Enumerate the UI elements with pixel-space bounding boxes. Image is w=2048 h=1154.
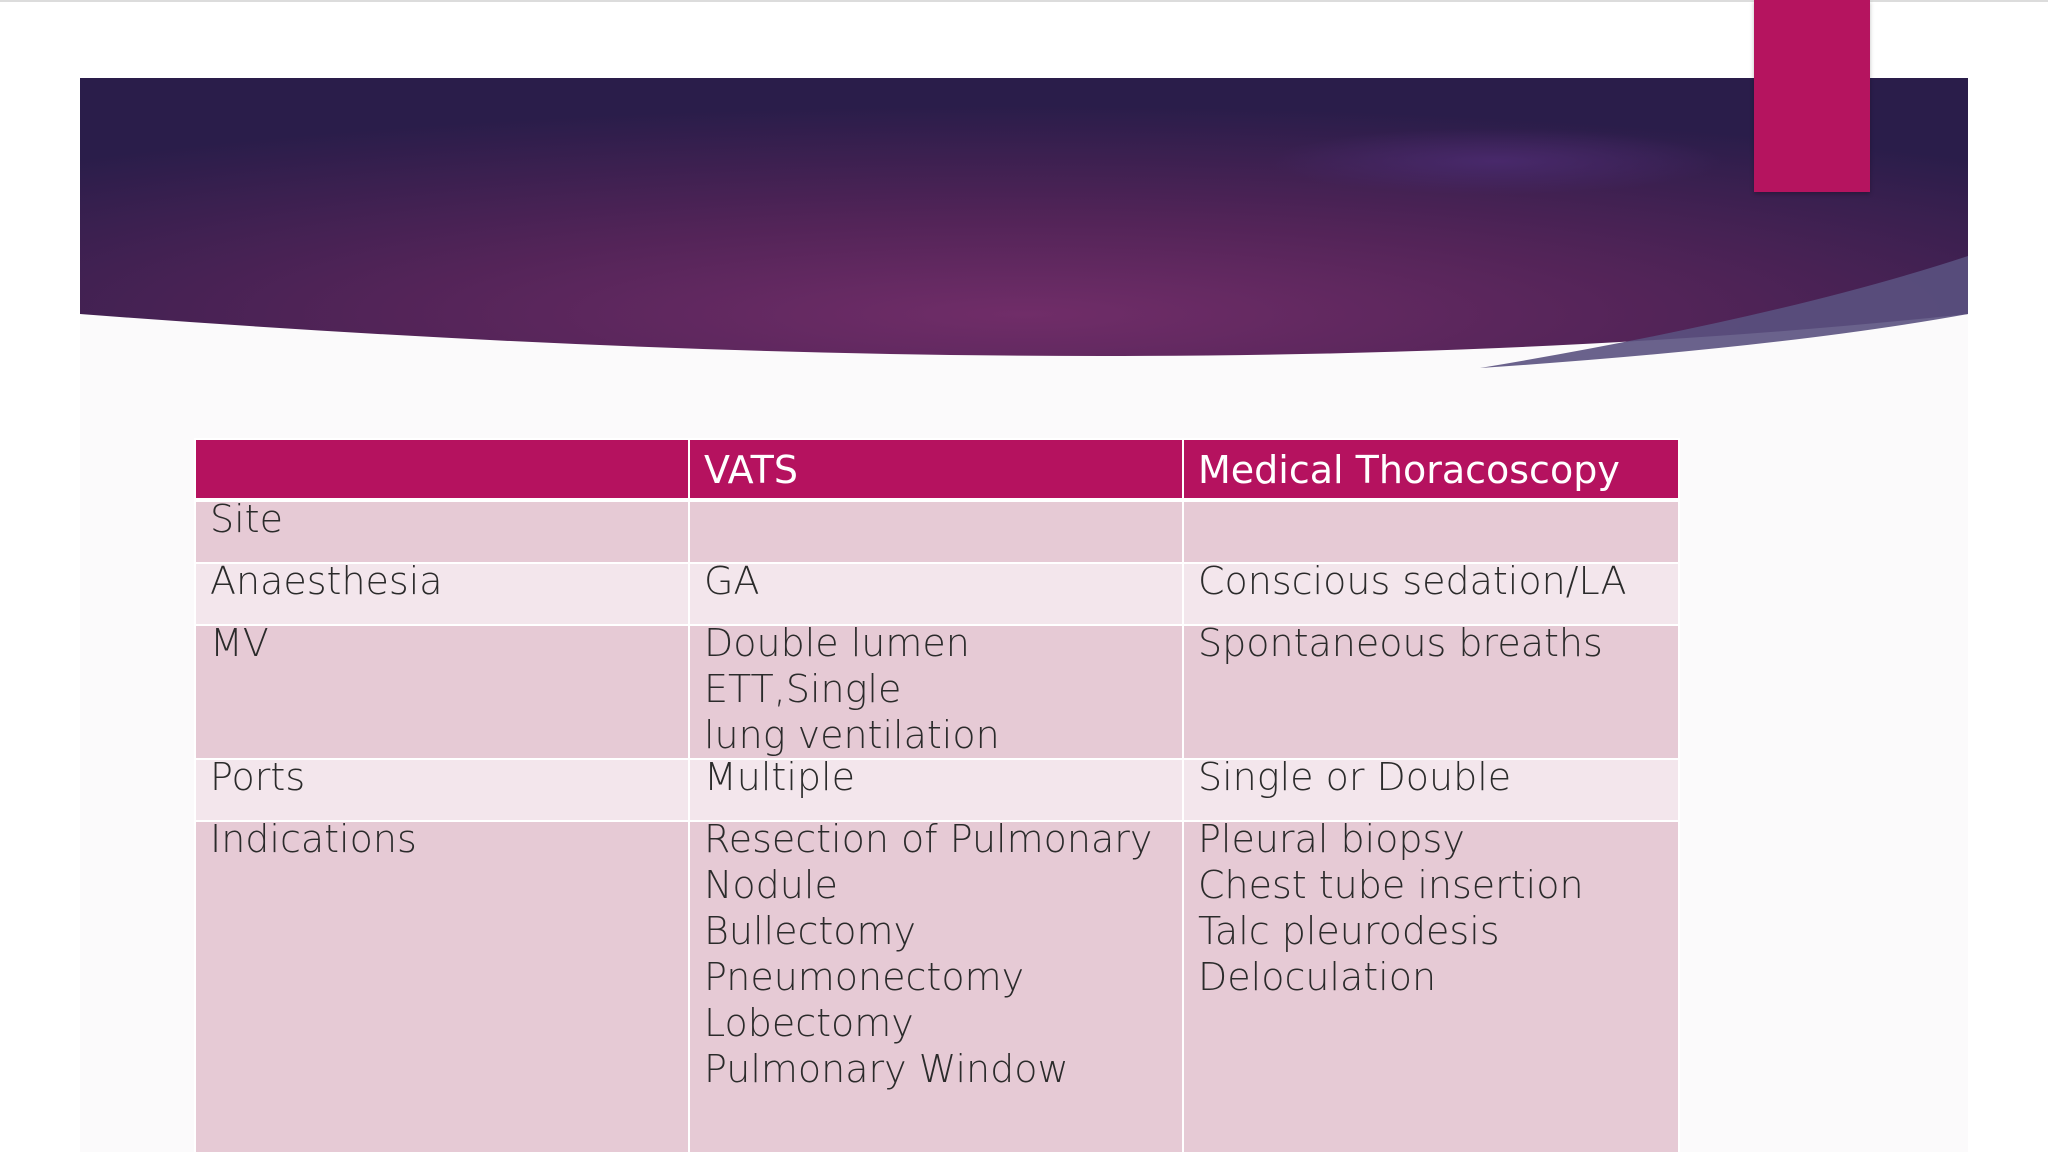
row-label: Ports	[195, 759, 689, 821]
vats-cell: Multiple	[689, 759, 1183, 821]
comparison-table	[194, 438, 1680, 1154]
vats-cell: Double lumen ETT,Single lung ventilation	[689, 625, 1183, 759]
table-row	[195, 563, 1679, 625]
window-top-border	[0, 0, 2048, 2]
vats-cell	[689, 500, 1183, 563]
medical-cell: Spontaneous breaths	[1183, 625, 1679, 759]
vats-cell: Resection of Pulmonary Nodule Bullectomy Pneumonectomy Lobectomy Pulmonary Window	[689, 821, 1183, 1153]
row-label: Indications	[195, 821, 689, 1153]
header-vats: VATS	[689, 439, 1183, 500]
table-row	[195, 500, 1679, 563]
medical-cell: Conscious sedation/LA	[1183, 563, 1679, 625]
title-banner	[80, 78, 1968, 384]
vats-cell: GA	[689, 563, 1183, 625]
table-row	[195, 821, 1679, 1153]
medical-cell	[1183, 500, 1679, 563]
medical-cell: Single or Double	[1183, 759, 1679, 821]
row-label: Anaesthesia	[195, 563, 689, 625]
table-row	[195, 625, 1679, 759]
medical-cell: Pleural biopsy Chest tube insertion Talc pleurodesis Deloculation	[1183, 821, 1679, 1153]
row-label: Site	[195, 500, 689, 563]
header-empty	[195, 439, 689, 500]
table-row	[195, 759, 1679, 821]
table-header-row	[195, 439, 1679, 500]
row-label: MV	[195, 625, 689, 759]
accent-tab	[1754, 0, 1870, 192]
banner-shape	[80, 78, 1968, 384]
header-medical-thoracoscopy: Medical Thoracoscopy	[1183, 439, 1679, 500]
